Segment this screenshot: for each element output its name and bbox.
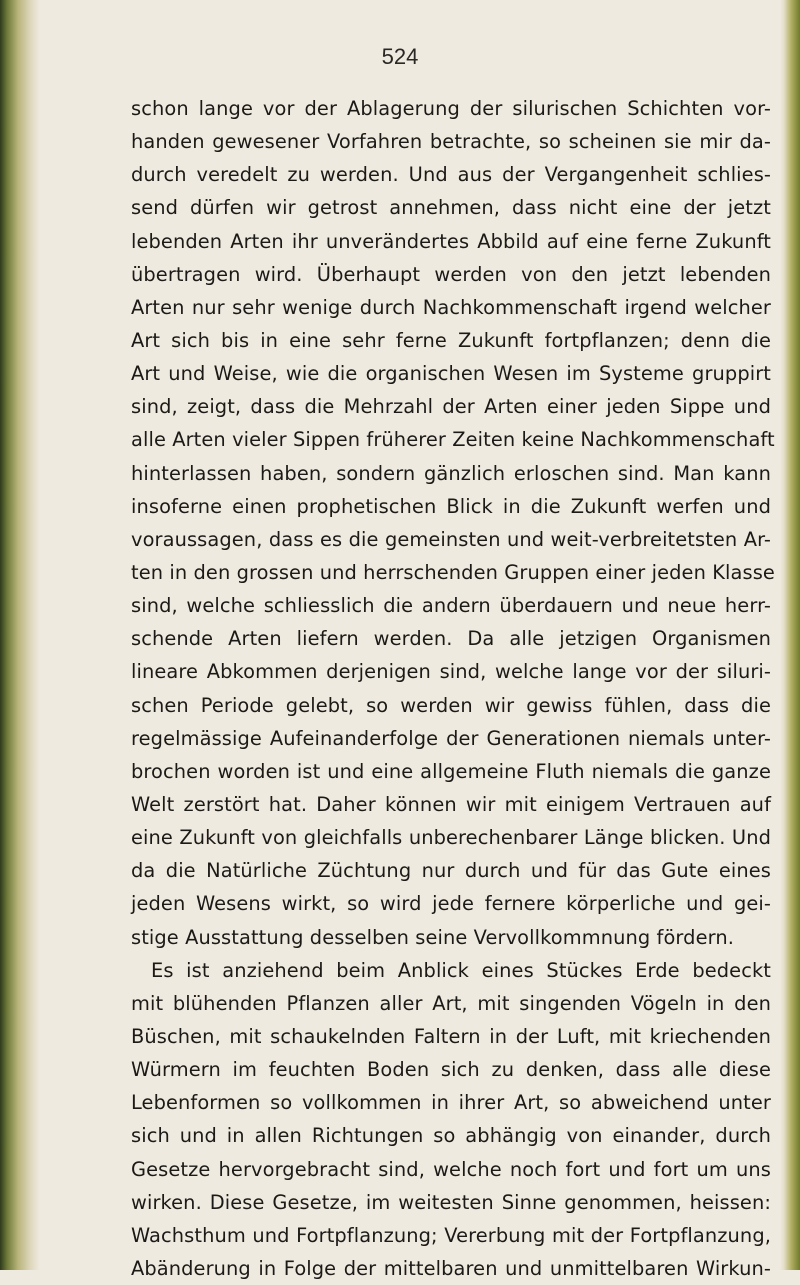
- text-line: brochen worden ist und eine allgemeine Fluth niemals die ganze: [131, 759, 771, 783]
- text-line: wirken. Diese Gesetze, im weitesten Sinne genommen, heissen:: [131, 1190, 771, 1214]
- text-line: regelmässige Aufeinanderfolge der Generationen niemals unter-: [131, 726, 771, 750]
- text-line: Art sich bis in eine sehr ferne Zukunft fortpflanzen; denn die: [131, 328, 771, 352]
- text-line: lineare Abkommen derjenigen sind, welche lange vor der siluri-: [131, 660, 771, 684]
- page-edge-right: [780, 0, 800, 1270]
- body-text: [131, 92, 775, 1285]
- text-line: jeden Wesens wirkt, so wird jede fernere körperliche und gei-: [131, 892, 771, 916]
- text-line: schen Periode gelebt, so werden wir gewiss fühlen, dass die: [131, 693, 771, 717]
- text-line: Arten nur sehr wenige durch Nachkommenschaft irgend welcher: [131, 295, 771, 319]
- text-line: insoferne einen prophetischen Blick in die Zukunft werfen und: [131, 494, 771, 518]
- text-line: Gesetze hervorgebracht sind, welche noch fort und fort um uns: [131, 1157, 771, 1181]
- text-line: da die Natürliche Züchtung nur durch und für das Gute eines: [131, 859, 771, 883]
- text-line: hinterlassen haben, sondern gänzlich erloschen sind. Man kann: [131, 461, 771, 485]
- page-number: 524: [381, 44, 419, 69]
- text-line: übertragen wird. Überhaupt werden von den jetzt lebenden: [131, 262, 771, 286]
- text-line: alle Arten vieler Sippen früherer Zeiten keine Nachkommenschaft: [131, 428, 775, 452]
- text-line: Lebenformen so vollkommen in ihrer Art, so abweichend unter: [131, 1091, 771, 1115]
- text-line: sind, zeigt, dass die Mehrzahl der Arten einer jeden Sippe und: [131, 395, 771, 419]
- text-line: sich und in allen Richtungen so abhängig von einander, durch: [131, 1124, 771, 1148]
- text-line: Welt zerstört hat. Daher können wir mit einigem Vertrauen auf: [131, 792, 771, 816]
- text-line: schende Arten liefern werden. Da alle jetzigen Organismen: [131, 627, 771, 651]
- text-line: eine Zukunft von gleichfalls unberechenbarer Länge blicken. Und: [131, 826, 771, 850]
- text-line: voraussagen, dass es die gemeinsten und weit-verbreitetsten Ar-: [131, 527, 771, 551]
- text-line: ten in den grossen und herrschenden Gruppen einer jeden Klasse: [131, 560, 775, 584]
- page-edge-left: [0, 0, 40, 1270]
- text-line: sind, welche schliesslich die andern überdauern und neue herr-: [131, 594, 771, 618]
- text-line: Würmern im feuchten Boden sich zu denken, dass alle diese: [131, 1058, 771, 1082]
- text-line: schon lange vor der Ablagerung der silurischen Schichten vor-: [131, 97, 771, 120]
- paragraph-start-line: Es ist anziehend beim Anblick eines Stückes Erde bedeckt: [151, 958, 771, 982]
- text-line: durch veredelt zu werden. Und aus der Vergangenheit schlies-: [131, 163, 771, 187]
- text-line: Art und Weise, wie die organischen Wesen im Systeme gruppirt: [131, 362, 771, 386]
- text-line: handen gewesener Vorfahren betrachte, so scheinen sie mir da-: [131, 130, 771, 154]
- text-line: lebenden Arten ihr unverändertes Abbild auf eine ferne Zukunft: [131, 229, 771, 253]
- text-line: stige Ausstattung desselben seine Vervollkommnung fördern.: [131, 925, 734, 949]
- text-line: Wachsthum und Fortpflanzung; Vererbung mit der Fortpflanzung,: [131, 1223, 771, 1247]
- text-line: mit blühenden Pflanzen aller Art, mit singenden Vögeln in den: [131, 991, 771, 1015]
- text-line: Abänderung in Folge der mittelbaren und unmittelbaren Wirkun-: [131, 1256, 771, 1280]
- text-line: send dürfen wir getrost annehmen, dass nicht eine der jetzt: [131, 196, 771, 220]
- text-line: Büschen, mit schaukelnden Faltern in der Luft, mit kriechenden: [131, 1024, 771, 1048]
